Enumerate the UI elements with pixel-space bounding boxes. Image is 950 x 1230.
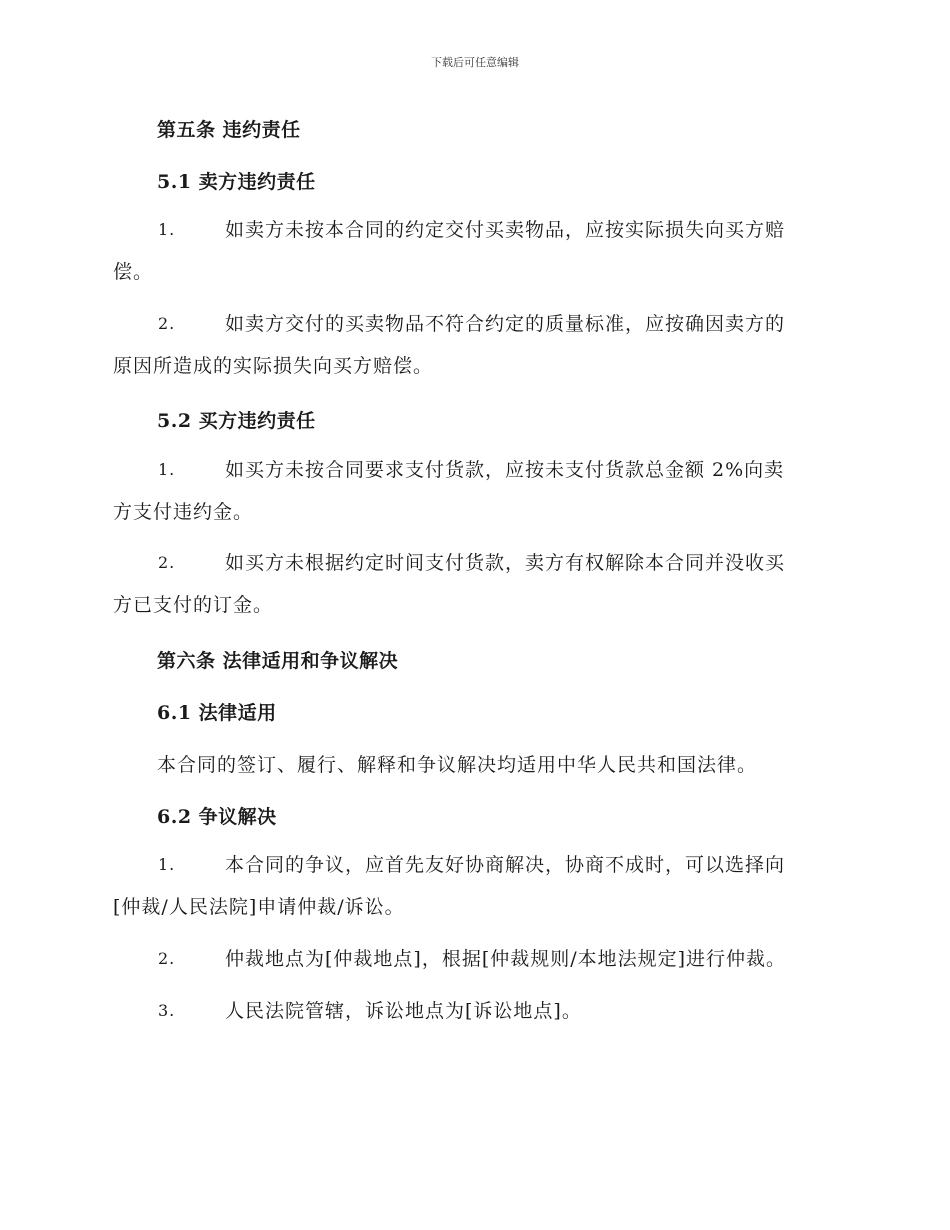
item-text-line1: 如买方未按合同要求支付货款，应按未支付货款总金额 2%向卖 bbox=[225, 459, 785, 481]
list-item bbox=[113, 303, 833, 387]
item-number: 3. bbox=[158, 1001, 176, 1020]
item-text-line2: 偿。 bbox=[113, 261, 154, 283]
section-5-2-title: 5.2 买方违约责任 bbox=[157, 410, 316, 432]
item-number: 2. bbox=[158, 949, 176, 968]
list-item bbox=[113, 542, 833, 626]
list-item bbox=[113, 844, 833, 928]
list-item bbox=[113, 938, 833, 980]
section-6-2-title: 6.2 争议解决 bbox=[157, 806, 277, 828]
item-text-line1: 人民法院管辖，诉讼地点为[诉讼地点]。 bbox=[225, 1000, 582, 1022]
item-number: 1. bbox=[158, 855, 176, 874]
item-text-line2: [仲裁/人民法院]申请仲裁/诉讼。 bbox=[113, 896, 405, 918]
list-item bbox=[113, 990, 833, 1032]
item-text-line2: 原因所造成的实际损失向买方赔偿。 bbox=[113, 355, 434, 377]
item-number: 1. bbox=[158, 220, 176, 239]
item-number: 2. bbox=[158, 314, 176, 333]
article-5-title: 第五条 违约责任 bbox=[157, 119, 301, 141]
item-text-line1: 如卖方未按本合同的约定交付买卖物品，应按实际损失向买方赔 bbox=[225, 219, 786, 241]
item-text-line1: 本合同的争议，应首先友好协商解决，协商不成时，可以选择向 bbox=[225, 854, 786, 876]
item-number: 2. bbox=[158, 553, 176, 572]
list-item bbox=[113, 209, 833, 293]
list-item bbox=[113, 449, 833, 533]
article-6-title: 第六条 法律适用和争议解决 bbox=[157, 650, 399, 672]
item-text-line1: 如买方未根据约定时间支付货款，卖方有权解除本合同并没收买 bbox=[225, 552, 786, 574]
item-number: 1. bbox=[158, 460, 176, 479]
section-5-1-title: 5.1 卖方违约责任 bbox=[157, 171, 316, 193]
page-header: 下载后可任意编辑 bbox=[431, 56, 519, 69]
section-6-1-text: 本合同的签订、履行、解释和争议解决均适用中华人民共和国法律。 bbox=[157, 754, 758, 776]
section-6-1-title: 6.1 法律适用 bbox=[157, 702, 277, 724]
item-text-line2: 方已支付的订金。 bbox=[113, 594, 274, 616]
item-text-line1: 如卖方交付的买卖物品不符合约定的质量标准，应按确因卖方的 bbox=[225, 313, 786, 335]
item-text-line2: 方支付违约金。 bbox=[113, 501, 254, 523]
item-text-line1: 仲裁地点为[仲裁地点]，根据[仲裁规则/本地法规定]进行仲裁。 bbox=[225, 948, 787, 970]
